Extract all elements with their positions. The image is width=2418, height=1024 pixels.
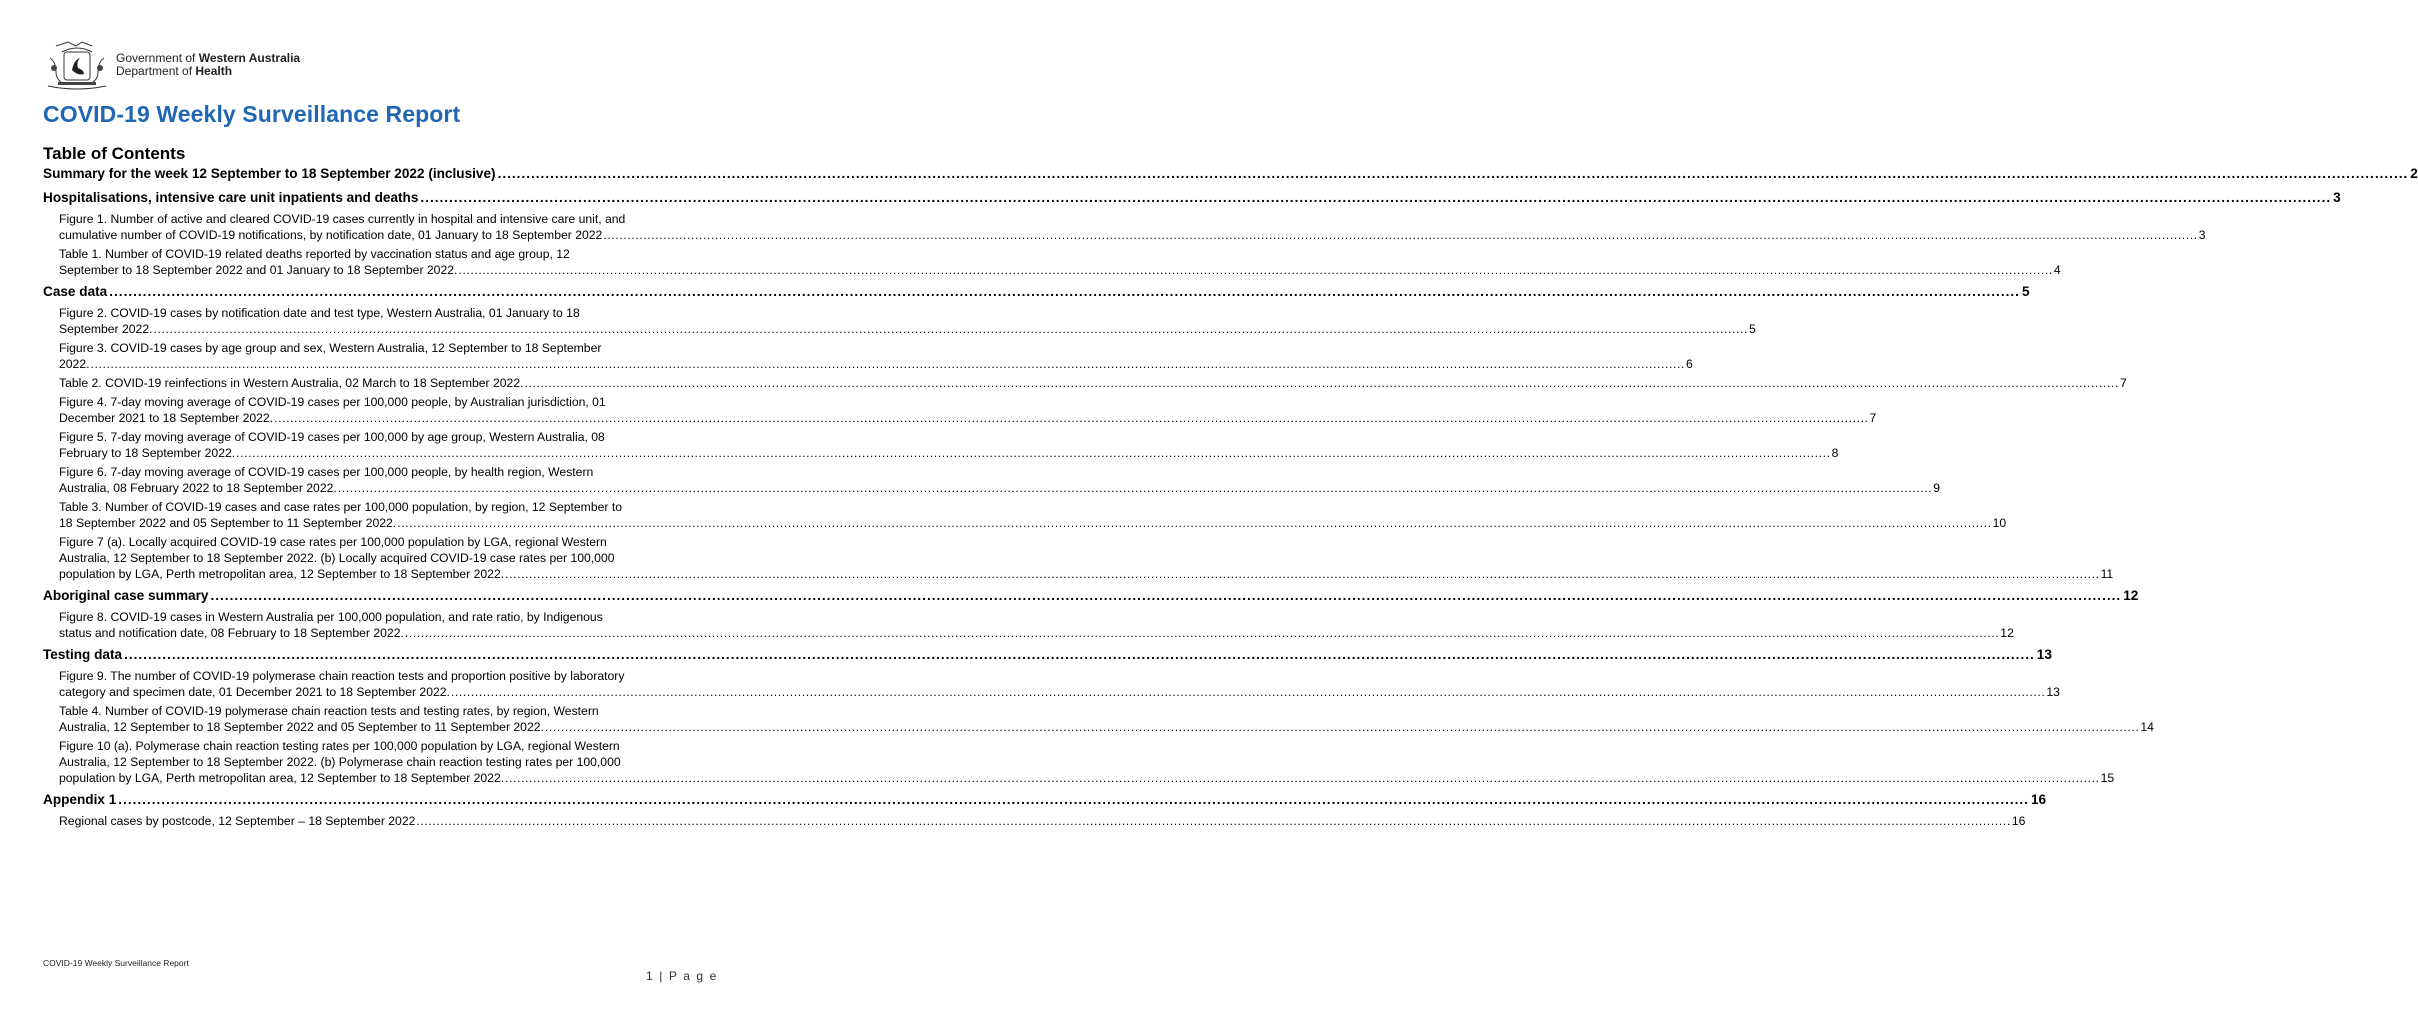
toc-subentry[interactable] xyxy=(43,464,1940,496)
toc-leader-dots: ................................................................................................................................................................................................................................................................................................................................................................................................................ xyxy=(524,376,2119,390)
toc-subentry[interactable] xyxy=(43,429,1839,461)
toc-leader-dots: ................................................................................................................................................................................................................................................................................................................................................................................................................ xyxy=(404,626,2000,640)
toc-subentry-line: cumulative number of COVID-19 notifications, by notification date, 01 January to 18 September 2022 xyxy=(59,228,603,242)
toc-leader-dots: ................................................................................................................................................................................................................................................................................................................................................................................................................ xyxy=(210,588,2122,603)
toc-subentry-line: Figure 8. COVID-19 cases in Western Australia per 100,000 population, and rate ratio, by Indigenous xyxy=(59,610,603,624)
toc-page-number: 10 xyxy=(1992,516,2007,530)
toc-page-number: 5 xyxy=(2021,284,2030,299)
toc-entry-text: Summary for the week 12 September to 18 September 2022 (inclusive) xyxy=(43,166,496,181)
toc-subentry-line: Table 4. Number of COVID-19 polymerase chain reaction tests and testing rates, by region, Western xyxy=(59,704,599,718)
toc-section-entry[interactable] xyxy=(43,282,2030,302)
toc-page-number: 14 xyxy=(2140,720,2154,734)
toc-page-number: 6 xyxy=(1685,357,1693,371)
toc-subentry[interactable] xyxy=(43,813,2026,829)
toc-subentry[interactable] xyxy=(43,499,2007,531)
toc-subentry[interactable] xyxy=(43,534,2114,582)
toc-subentry[interactable] xyxy=(43,246,2061,278)
toc-subentry[interactable] xyxy=(43,340,1693,372)
toc-leader-dots: ................................................................................................................................................................................................................................................................................................................................................................................................................ xyxy=(450,685,2046,699)
toc-entry-text: Appendix 1 xyxy=(43,792,117,807)
toc-leader-dots: ................................................................................................................................................................................................................................................................................................................................................................................................................ xyxy=(274,411,1869,425)
toc-subentry[interactable] xyxy=(43,609,2014,641)
toc-page-number: 7 xyxy=(1869,411,1877,425)
toc-subentry-line: September to 18 September 2022 and 01 January to 18 September 2022. xyxy=(59,263,458,277)
toc-subentry-line: February to 18 September 2022. xyxy=(59,446,236,460)
toc-leader-dots: ................................................................................................................................................................................................................................................................................................................................................................................................................ xyxy=(416,814,2011,828)
toc-subentry-line: Figure 1. Number of active and cleared COVID-19 cases currently in hospital and intensive care unit, and xyxy=(59,212,626,226)
toc-subentry-line: Australia, 12 September to 18 September 2022. (b) Polymerase chain reaction testing rates per 100,000 xyxy=(59,755,621,769)
toc-leader-dots: ................................................................................................................................................................................................................................................................................................................................................................................................................ xyxy=(397,516,1992,530)
toc-leader-dots: ................................................................................................................................................................................................................................................................................................................................................................................................................ xyxy=(236,446,1831,460)
toc-subentry-line: Figure 4. 7-day moving average of COVID-19 cases per 100,000 people, by Australian jurisdiction, 01 xyxy=(59,395,606,409)
toc-leader-dots: ................................................................................................................................................................................................................................................................................................................................................................................................................ xyxy=(420,190,2332,205)
toc-leader-dots: ................................................................................................................................................................................................................................................................................................................................................................................................................ xyxy=(109,284,2020,299)
toc-page-number: 12 xyxy=(2123,588,2139,603)
toc-subentry-line: category and specimen date, 01 December 2021 to 18 September 2022. xyxy=(59,685,450,699)
toc-subentry-line: Figure 2. COVID-19 cases by notification date and test type, Western Australia, 01 January to 18 xyxy=(59,306,580,320)
toc-page-number: 8 xyxy=(1831,446,1839,460)
toc-leader-dots: ................................................................................................................................................................................................................................................................................................................................................................................................................ xyxy=(497,166,2409,181)
toc-page-number: 7 xyxy=(2119,376,2127,390)
toc-subentry-line: population by LGA, Perth metropolitan area, 12 September to 18 September 2022. xyxy=(59,771,505,785)
toc-subentry[interactable] xyxy=(43,703,2154,735)
footer-report-name: COVID-19 Weekly Surveillance Report xyxy=(43,958,189,968)
report-title: COVID-19 Weekly Surveillance Report xyxy=(43,101,461,127)
toc-page-number: 13 xyxy=(2036,647,2052,662)
toc-entry-text: Testing data xyxy=(43,647,123,662)
toc-section-entry[interactable] xyxy=(43,188,2341,208)
toc-subentry-line: September 2022. xyxy=(59,322,153,336)
toc-page-number: 16 xyxy=(2030,792,2047,807)
toc-leader-dots: ................................................................................................................................................................................................................................................................................................................................................................................................................ xyxy=(544,720,2140,734)
toc-subentry-line: status and notification date, 08 February to 18 September 2022. xyxy=(59,626,404,640)
toc-subentry-line: Figure 10 (a). Polymerase chain reaction testing rates per 100,000 population by LGA, regional Western xyxy=(59,739,620,753)
toc-subentry[interactable] xyxy=(43,668,2060,700)
toc-leader-dots: ................................................................................................................................................................................................................................................................................................................................................................................................................ xyxy=(505,771,2100,785)
toc-subentry-line: 2022. xyxy=(59,357,90,371)
organisation-name: Government of Western Australia Department of Health xyxy=(116,51,301,78)
toc-subentry-line: Table 2. COVID-19 reinfections in Western Australia, 02 March to 18 September 2022. xyxy=(59,376,524,390)
toc-subentry-line: Australia, 12 September to 18 September 2022. (b) Locally acquired COVID-19 case rates per 100,000 xyxy=(59,551,615,565)
toc-subentry[interactable] xyxy=(43,738,2115,786)
toc-subentry-line: Figure 5. 7-day moving average of COVID-19 cases per 100,000 by age group, Western Australia, 08 xyxy=(59,430,605,444)
toc-subentry-line: population by LGA, Perth metropolitan area, 12 September to 18 September 2022. xyxy=(59,567,505,581)
toc-page-number: 13 xyxy=(2046,685,2060,699)
toc-page-number: 4 xyxy=(2053,263,2061,277)
toc-section-entry[interactable] xyxy=(43,790,2047,810)
toc-heading: Table of Contents xyxy=(43,144,186,163)
table-of-contents xyxy=(43,164,2418,831)
toc-subentry[interactable] xyxy=(43,394,1877,426)
toc-section-entry[interactable] xyxy=(43,586,2139,606)
toc-page-number: 11 xyxy=(2100,567,2114,581)
toc-leader-dots: ................................................................................................................................................................................................................................................................................................................................................................................................................ xyxy=(505,567,2100,581)
toc-subentry-line: Figure 9. The number of COVID-19 polymerase chain reaction tests and proportion positive by laboratory xyxy=(59,669,625,683)
toc-subentry-line: Australia, 12 September to 18 September 2022 and 05 September to 11 September 2022. xyxy=(59,720,544,734)
toc-subentry[interactable] xyxy=(43,305,1756,337)
toc-section-entry[interactable] xyxy=(43,645,2052,665)
toc-page-number: 3 xyxy=(2333,190,2341,205)
toc-entry-text: Hospitalisations, intensive care unit inpatients and deaths xyxy=(43,190,419,205)
toc-entry-text: Aboriginal case summary xyxy=(43,588,209,603)
toc-subentry-line: Table 1. Number of COVID-19 related deaths reported by vaccination status and age group, 12 xyxy=(59,247,570,261)
toc-leader-dots: ................................................................................................................................................................................................................................................................................................................................................................................................................ xyxy=(124,647,2035,662)
toc-leader-dots: ................................................................................................................................................................................................................................................................................................................................................................................................................ xyxy=(458,263,2053,277)
toc-page-number: 15 xyxy=(2100,771,2115,785)
toc-subentry[interactable] xyxy=(43,211,2206,243)
toc-page-number: 5 xyxy=(1748,322,1756,336)
toc-subentry-line: Figure 3. COVID-19 cases by age group and sex, Western Australia, 12 September to 18 September xyxy=(59,341,602,355)
toc-page-number: 2 xyxy=(2410,166,2418,181)
toc-subentry-line: Figure 7 (a). Locally acquired COVID-19 case rates per 100,000 population by LGA, regional Western xyxy=(59,535,607,549)
toc-entry-text: Case data xyxy=(43,284,108,299)
toc-page-number: 3 xyxy=(2198,228,2206,242)
toc-subentry-line: Table 3. Number of COVID-19 cases and case rates per 100,000 population, by region, 12 September to xyxy=(59,500,622,514)
toc-subentry-line: December 2021 to 18 September 2022. xyxy=(59,411,274,425)
toc-page-number: 12 xyxy=(2000,626,2014,640)
toc-subentry-line: 18 September 2022 and 05 September to 11 September 2022. xyxy=(59,516,397,530)
wa-government-crest-icon xyxy=(42,40,112,92)
toc-leader-dots: ................................................................................................................................................................................................................................................................................................................................................................................................................ xyxy=(603,228,2198,242)
toc-subentry[interactable] xyxy=(43,375,2127,391)
toc-section-entry[interactable] xyxy=(43,164,2418,184)
toc-leader-dots: ................................................................................................................................................................................................................................................................................................................................................................................................................ xyxy=(90,357,1685,371)
toc-leader-dots: ................................................................................................................................................................................................................................................................................................................................................................................................................ xyxy=(153,322,1748,336)
toc-page-number: 9 xyxy=(1933,481,1940,495)
toc-leader-dots: ................................................................................................................................................................................................................................................................................................................................................................................................................ xyxy=(337,481,1933,495)
toc-page-number: 16 xyxy=(2011,814,2026,828)
footer-page-number: 1 | P a g e xyxy=(646,969,718,983)
toc-subentry-line: Figure 6. 7-day moving average of COVID-19 cases per 100,000 people, by health region, Western xyxy=(59,465,594,479)
toc-subentry-line: Regional cases by postcode, 12 September – 18 September 2022 xyxy=(59,814,416,828)
toc-subentry-line: Australia, 08 February 2022 to 18 September 2022. xyxy=(59,481,337,495)
toc-leader-dots: ................................................................................................................................................................................................................................................................................................................................................................................................................ xyxy=(118,792,2029,807)
